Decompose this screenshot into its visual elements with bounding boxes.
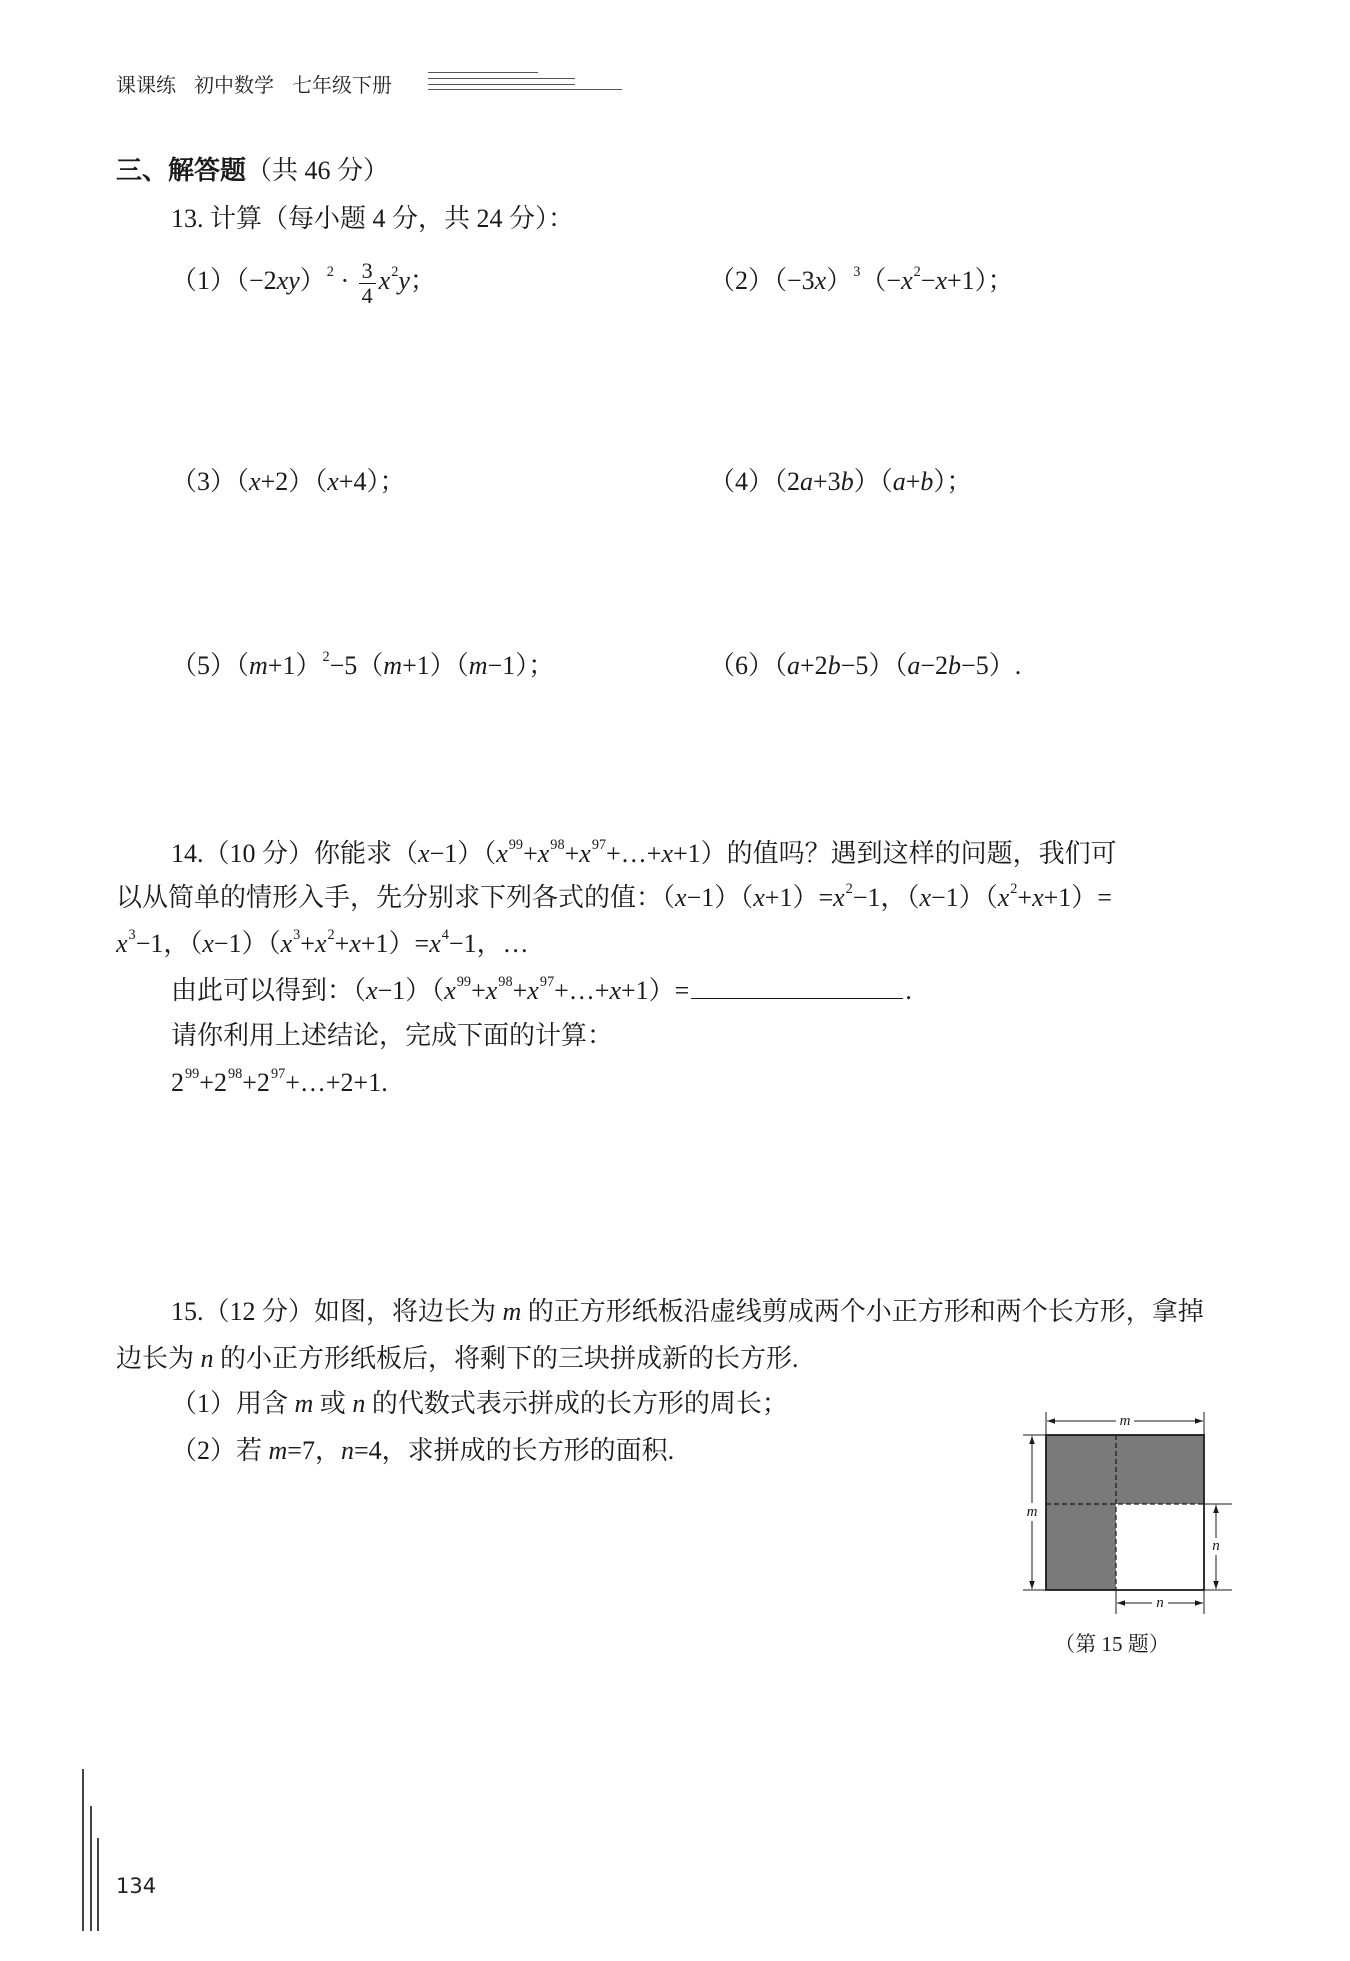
math-variable: m (268, 1436, 288, 1465)
math-variable: a (907, 651, 921, 680)
q14-instruction (171, 1018, 1242, 1054)
exponent: 98 (550, 837, 565, 854)
answer-blank (691, 979, 903, 999)
text-run: + (471, 976, 486, 1005)
text-run: 的正方形纸板沿虚线剪成两个小正方形和两个长方形，拿掉 (521, 1297, 1204, 1326)
text-run: +1）= (360, 929, 430, 958)
margin-rule (82, 1769, 84, 1931)
math-variable: x (418, 839, 430, 868)
math-variable: a (892, 467, 906, 496)
text-run: +1）= (620, 976, 690, 1005)
q13-part-2 (709, 256, 1242, 306)
text-run: （1）用含 (171, 1389, 295, 1418)
text-run: 的代数式表示拼成的长方形的周长； (365, 1389, 788, 1418)
text-run: + (512, 976, 528, 1005)
math-variable: n (352, 1389, 366, 1418)
math-variable: m (249, 651, 268, 680)
text-run: +2 (242, 1068, 270, 1097)
math-variable: x (1032, 883, 1044, 912)
text-run: 或 (313, 1389, 353, 1418)
page-number: 134 (116, 1874, 157, 1898)
text-run: 2 (171, 1068, 184, 1097)
math-variable: n (340, 1436, 354, 1465)
q13-part-1 (171, 256, 700, 307)
q15-subquestion-1 (171, 1386, 950, 1422)
math-variable: a (787, 651, 801, 680)
math-variable: x (997, 883, 1010, 912)
fraction (359, 259, 376, 308)
exponent: 2 (845, 881, 853, 898)
q13-part-6 (709, 641, 1242, 691)
text-run: +2 (800, 651, 828, 680)
text-run: −1，… (448, 929, 529, 958)
header-rule (428, 78, 575, 79)
text-run: （2）（−3 (709, 266, 815, 295)
text-run: =4，求拼成的长方形的面积. (353, 1436, 675, 1465)
margin-rule (90, 1806, 92, 1931)
margin-rule (97, 1838, 99, 1931)
math-variable: x (202, 929, 214, 958)
text-run: 以从简单的情形入手，先分别求下列各式的值：（ (116, 883, 676, 912)
text-run: （5）（ (171, 651, 250, 680)
math-variable: m (502, 1297, 522, 1326)
text-run: + (334, 929, 350, 958)
text-run: （4）（2 (709, 467, 801, 496)
exponent: 97 (270, 1066, 286, 1083)
text-run: −2 (920, 651, 949, 680)
text-run: + (300, 929, 315, 958)
math-variable: x (327, 467, 339, 496)
math-variable: xy (276, 266, 300, 295)
text-run: =7， (287, 1436, 341, 1465)
exponent: 2 (322, 649, 330, 666)
dimension-label-top: m (1119, 1413, 1131, 1429)
text-run: +2 (199, 1068, 227, 1097)
text-run: +1）= (764, 883, 834, 912)
text-run: −5）（ (840, 651, 908, 680)
text-run: +1）的值吗？遇到这样的问题，我们可 (672, 839, 1117, 868)
text-run: +1）（ (402, 651, 469, 680)
math-variable: x (249, 467, 261, 496)
exponent: 2 (326, 264, 334, 281)
math-variable: m (468, 651, 488, 680)
math-variable: m (294, 1389, 314, 1418)
math-variable: a (800, 467, 814, 496)
text-run: 14.（10 分）你能求（ (171, 839, 419, 868)
q14-deduce-text (171, 976, 689, 1005)
text-run: −1）； (487, 651, 555, 680)
math-variable: x (527, 976, 539, 1005)
header-grade: 七年级下册 (292, 73, 392, 97)
text-run: ； (409, 266, 436, 295)
math-variable: x (901, 266, 913, 295)
dimension-label-left: m (1026, 1504, 1038, 1520)
text-run: −5（ (329, 651, 384, 680)
text-run: 请你利用上述结论，完成下面的计算： (171, 1021, 614, 1050)
fraction-denominator: 4 (361, 282, 373, 308)
text-run: +4）； (338, 467, 406, 496)
math-variable: x (378, 266, 391, 295)
math-variable: x (537, 839, 550, 868)
math-variable: b (920, 467, 934, 496)
text-run: + (905, 467, 921, 496)
math-variable: x (661, 839, 673, 868)
exponent: 4 (441, 927, 449, 944)
exponent: 99 (185, 1066, 200, 1083)
text-run: （1）（−2 (171, 266, 277, 295)
math-variable: x (675, 883, 687, 912)
math-variable: x (833, 883, 845, 912)
text-run: ） (299, 266, 326, 295)
text-run: . (905, 976, 912, 1005)
text-run: −1）（ (686, 883, 754, 912)
q14-intro-line-1 (171, 836, 1242, 872)
exponent: 98 (227, 1066, 243, 1083)
text-run: + (1017, 883, 1033, 912)
q13-part-5 (171, 641, 700, 691)
math-variable: x (485, 976, 498, 1005)
math-variable: y (398, 266, 410, 295)
section-points: （共 46 分） (246, 156, 390, 185)
text-run: ）（ (853, 467, 893, 496)
exponent: 3 (853, 264, 861, 281)
figure-caption: （第 15 题） (1054, 1632, 1170, 1656)
text-run: −1）（ (429, 839, 497, 868)
square-cut-figure (1000, 1400, 1250, 1625)
math-variable: n (200, 1344, 214, 1373)
text-run: +1）； (946, 266, 1014, 295)
q14-intro-line-3 (116, 926, 1242, 962)
shaded-bottom-left-rect (1046, 1504, 1116, 1590)
text-run: − (920, 266, 936, 295)
text-run: +…+ (554, 976, 610, 1005)
math-variable: b (840, 467, 854, 496)
q13-stem: 13. 计算（每小题 4 分，共 24 分）： (171, 204, 575, 233)
text-run: −1）（ (377, 976, 445, 1005)
math-variable: x (935, 266, 947, 295)
q15-subquestion-2 (171, 1433, 950, 1469)
header-rule (428, 89, 622, 90)
math-variable: x (366, 976, 378, 1005)
math-variable: x (579, 839, 591, 868)
exponent: 3 (128, 927, 136, 944)
text-run: ）； (933, 467, 973, 496)
math-variable: x (116, 929, 128, 958)
header-subject: 初中数学 (194, 73, 274, 97)
text-run: −5）. (961, 651, 1022, 680)
math-variable: x (314, 929, 327, 958)
math-variable: x (444, 976, 456, 1005)
q15-line-1 (171, 1294, 1242, 1330)
shaded-top-strip (1046, 1435, 1204, 1504)
text-run: −1）（ (931, 883, 998, 912)
text-run: +1） (267, 651, 322, 680)
math-variable: x (280, 929, 293, 958)
exponent: 3 (293, 927, 301, 944)
q14-deduce-end (905, 976, 912, 1005)
text-run: +2）（ (260, 467, 328, 496)
q13-part-3 (171, 457, 700, 507)
text-run: −1，（ (135, 929, 203, 958)
exponent: 99 (508, 837, 524, 854)
header-series: 课课练 (116, 73, 176, 97)
math-variable: x (609, 976, 621, 1005)
text-run: 由此可以得到：（ (171, 976, 367, 1005)
text-run: （− (860, 266, 902, 295)
removed-small-square (1116, 1504, 1204, 1590)
exponent: 2 (913, 264, 921, 281)
running-header (116, 71, 392, 99)
text-run: 的小正方形纸板后，将剩下的三块拼成新的长方形. (213, 1344, 799, 1373)
q14-compute-expression (171, 1065, 1242, 1101)
text-run: −1）（ (213, 929, 281, 958)
math-variable: x (919, 883, 932, 912)
section-heading (116, 153, 1242, 189)
text-run: （2）若 (171, 1436, 269, 1465)
exponent: 99 (456, 974, 472, 991)
exponent: 2 (1010, 881, 1018, 898)
text-run: 15.（12 分）如图，将边长为 (171, 1297, 503, 1326)
text-run: （6）（ (709, 651, 788, 680)
text-run: +…+ (606, 839, 662, 868)
math-variable: x (429, 929, 441, 958)
text-run: −1，（ (852, 883, 920, 912)
exponent: 2 (391, 264, 399, 281)
math-variable: x (496, 839, 508, 868)
exponent: 2 (327, 927, 335, 944)
text-run: 边长为 (116, 1344, 201, 1373)
text-run: +1）= (1043, 883, 1112, 912)
math-variable: x (753, 883, 765, 912)
math-variable: x (814, 266, 827, 295)
math-variable: b (827, 651, 841, 680)
header-rule (428, 84, 575, 85)
q13-part-4 (709, 457, 1242, 507)
fraction-numerator: 3 (359, 259, 376, 284)
header-rule (428, 72, 538, 73)
text-run: +…+2+1. (285, 1068, 388, 1097)
text-run: +3 (813, 467, 841, 496)
math-variable: b (948, 651, 962, 680)
text-run: （3）（ (171, 467, 250, 496)
math-variable: x (349, 929, 361, 958)
dimension-label-right: n (1212, 1538, 1220, 1554)
exponent: 97 (539, 974, 555, 991)
q14-intro-line-2 (116, 880, 1242, 916)
math-variable: m (383, 651, 403, 680)
section-title: 三、解答题 (116, 156, 247, 186)
text-run: ） (826, 266, 853, 295)
text-run: + (564, 839, 580, 868)
text-run: · (333, 266, 356, 295)
text-run: + (523, 839, 538, 868)
exponent: 98 (498, 974, 513, 991)
dimension-label-bottom: n (1156, 1595, 1164, 1611)
q15-line-2 (116, 1341, 1242, 1377)
exponent: 97 (591, 837, 607, 854)
q14-deduce-line (171, 973, 1242, 1009)
